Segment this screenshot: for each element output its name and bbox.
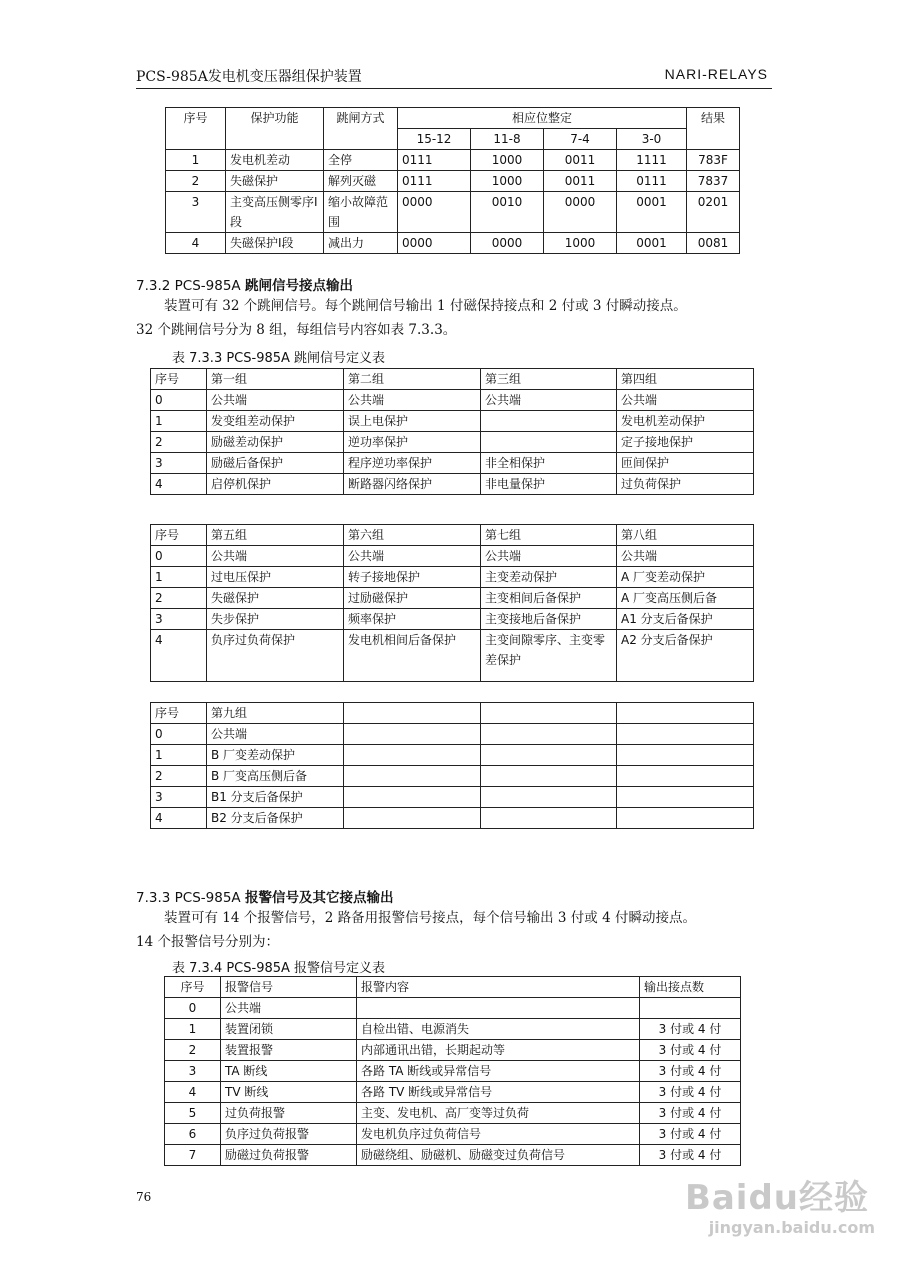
cell [344,745,481,766]
cell: 解列灭磁 [324,171,398,192]
th-bits: 11-8 [471,129,544,150]
para-line: 装置可有 32 个跳闸信号。每个跳闸信号输出 1 付磁保持接点和 2 付或 3 付瞬动接点。 [164,298,687,314]
section-heading-733 [136,886,393,906]
header-cell: 第七组 [481,525,617,546]
th-bits: 15-12 [398,129,471,150]
cell: 0 [151,724,207,745]
th-bits: 7-4 [544,129,617,150]
cell: 6 [165,1124,221,1145]
cell: 公共端 [207,390,344,411]
header-cell: 序号 [151,369,207,390]
cell [344,766,481,787]
cell: 4 [166,233,226,254]
cell: B 厂变高压侧后备 [207,766,344,787]
cell: 1 [151,567,207,588]
table-header-row [151,525,754,546]
table-row [166,192,740,233]
header-cell: 序号 [165,977,221,998]
header-cell: 第五组 [207,525,344,546]
header-cell [617,703,754,724]
cell: 主变差动保护 [481,567,617,588]
cell: 1 [151,745,207,766]
cell [344,787,481,808]
cell: 1111 [617,150,687,171]
section-number: 7.3.2 PCS-985A [136,278,245,294]
watermark-logo: Baidu经验 [684,1178,869,1218]
cell: 程序逆功率保护 [344,453,481,474]
cell: 0000 [544,192,617,233]
cell: 3 [151,609,207,630]
cell: B 厂变差动保护 [207,745,344,766]
cell: 主变高压侧零序Ⅰ段 [226,192,324,233]
table-row [166,150,740,171]
header-title: PCS-985A发电机变压器组保护装置 [136,69,362,85]
cell: 3 付或 4 付 [640,1082,741,1103]
th-no: 序号 [166,108,226,150]
cell: 公共端 [481,546,617,567]
trip-table-groups-5-8 [150,524,754,682]
cell [481,724,617,745]
cell: 转子接地保护 [344,567,481,588]
cell: 2 [165,1040,221,1061]
cell [481,411,617,432]
header-cell: 第三组 [481,369,617,390]
cell: 3 付或 4 付 [640,1061,741,1082]
cell: 主变、发电机、高厂变等过负荷 [357,1103,640,1124]
cell: 主变接地后备保护 [481,609,617,630]
trip-table-groups-1-4 [150,368,754,495]
setting-table [165,107,740,254]
table-row [151,432,754,453]
cell: B2 分支后备保护 [207,808,344,829]
cell: 励磁后备保护 [207,453,344,474]
para-line: 32 个跳闸信号分为 8 组，每组信号内容如表 7.3.3。 [136,322,457,338]
cell: 减出力 [324,233,398,254]
table-row [165,998,741,1019]
cell: 4 [151,474,207,495]
table-row [151,724,754,745]
cell: 3 付或 4 付 [640,1040,741,1061]
cell: 匝间保护 [617,453,754,474]
table-row [151,588,754,609]
cell [481,766,617,787]
cell: 3 付或 4 付 [640,1103,741,1124]
cell: 0000 [398,192,471,233]
header-cell: 报警内容 [357,977,640,998]
th-phase: 相应位整定 [398,108,687,129]
cell: 励磁过负荷报警 [221,1145,357,1166]
cell: 全停 [324,150,398,171]
cell: 过电压保护 [207,567,344,588]
cell: 3 付或 4 付 [640,1019,741,1040]
header-cell: 第二组 [344,369,481,390]
cell: A2 分支后备保护 [617,630,754,682]
cell [617,787,754,808]
page-number: 76 [136,1190,152,1204]
cell [344,808,481,829]
th-result: 结果 [687,108,740,150]
cell: 频率保护 [344,609,481,630]
cell: 主变相间后备保护 [481,588,617,609]
table-row [151,766,754,787]
table-row [151,390,754,411]
cell: 装置闭锁 [221,1019,357,1040]
cell: 0111 [398,150,471,171]
cell: 1 [166,150,226,171]
cell: TA 断线 [221,1061,357,1082]
para-line: 14 个报警信号分别为： [136,934,279,950]
cell: 4 [151,808,207,829]
cell: 失磁保护Ⅰ段 [226,233,324,254]
cell: 0000 [398,233,471,254]
cell: 1000 [471,171,544,192]
cell: 公共端 [617,390,754,411]
paragraph-733 [136,906,786,954]
header-cell: 序号 [151,703,207,724]
table-row [151,745,754,766]
cell: 公共端 [207,546,344,567]
cell [617,745,754,766]
cell: 0001 [617,233,687,254]
cell: 各路 TA 断线或异常信号 [357,1061,640,1082]
cell: 过负荷报警 [221,1103,357,1124]
cell: 非全相保护 [481,453,617,474]
cell: 公共端 [344,390,481,411]
table-caption-734: 表 7.3.4 PCS-985A 报警信号定义表 [172,961,386,976]
cell: 5 [165,1103,221,1124]
cell [481,808,617,829]
cell [481,745,617,766]
th-func: 保护功能 [226,108,324,150]
header-cell: 第八组 [617,525,754,546]
cell: 过励磁保护 [344,588,481,609]
cell: 装置报警 [221,1040,357,1061]
cell: TV 断线 [221,1082,357,1103]
cell: 2 [151,432,207,453]
header-cell: 第九组 [207,703,344,724]
cell: 失步保护 [207,609,344,630]
table-row [151,411,754,432]
cell: 0011 [544,150,617,171]
cell: 内部通讯出错，长期起动等 [357,1040,640,1061]
header-cell: 第四组 [617,369,754,390]
cell: 3 付或 4 付 [640,1124,741,1145]
cell: 2 [151,766,207,787]
cell: 4 [151,630,207,682]
table-row [151,787,754,808]
cell: 发电机负序过负荷信号 [357,1124,640,1145]
table-caption-733: 表 7.3.3 PCS-985A 跳闸信号定义表 [172,351,386,366]
cell: 励磁绕组、励磁机、励磁变过负荷信号 [357,1145,640,1166]
table-row [151,609,754,630]
header-cell [481,703,617,724]
cell: 3 [166,192,226,233]
cell [344,724,481,745]
cell: 失磁保护 [207,588,344,609]
cell: 3 [165,1061,221,1082]
table-row [165,1082,741,1103]
cell: 励磁差动保护 [207,432,344,453]
cell: B1 分支后备保护 [207,787,344,808]
cell: 自检出错、电源消失 [357,1019,640,1040]
cell: 0001 [617,192,687,233]
cell: 主变间隙零序、主变零差保护 [481,630,617,682]
table-header-row [165,977,741,998]
table-row [165,1040,741,1061]
alarm-table [164,976,741,1166]
table-row [151,567,754,588]
cell: 3 [151,453,207,474]
header-cell [344,703,481,724]
cell [617,724,754,745]
cell [481,432,617,453]
cell: 2 [151,588,207,609]
cell: 0201 [687,192,740,233]
paragraph-732 [136,294,786,342]
cell: A 厂变高压侧后备 [617,588,754,609]
cell: 缩小故障范围 [324,192,398,233]
cell: 公共端 [207,724,344,745]
table-header-row [151,369,754,390]
trip-table-group-9 [150,702,754,829]
cell [617,766,754,787]
cell: A 厂变差动保护 [617,567,754,588]
cell: 0111 [398,171,471,192]
cell: 非电量保护 [481,474,617,495]
header-cell: 输出接点数 [640,977,741,998]
cell: 0010 [471,192,544,233]
th-bits: 3-0 [617,129,687,150]
header-cell: 报警信号 [221,977,357,998]
table-row [151,546,754,567]
table-row [166,171,740,192]
section-number: 7.3.3 PCS-985A [136,890,245,906]
table-row [151,453,754,474]
cell: 发变组差动保护 [207,411,344,432]
cell: 失磁保护 [226,171,324,192]
cell: 过负荷保护 [617,474,754,495]
table-row [165,1124,741,1145]
cell: 7837 [687,171,740,192]
cell [481,787,617,808]
cell: 0000 [471,233,544,254]
watermark [645,1170,885,1260]
cell: 0 [165,998,221,1019]
cell: 783F [687,150,740,171]
cell: 启停机保护 [207,474,344,495]
cell: 逆功率保护 [344,432,481,453]
cell: A1 分支后备保护 [617,609,754,630]
table-row [151,474,754,495]
cell: 1000 [544,233,617,254]
cell: 公共端 [344,546,481,567]
cell [617,808,754,829]
cell: 1 [151,411,207,432]
table-row [165,1019,741,1040]
cell: 公共端 [617,546,754,567]
header-cell: 第六组 [344,525,481,546]
para-line: 装置可有 14 个报警信号，2 路备用报警信号接点，每个信号输出 3 付或 4 付瞬动接点。 [164,910,696,926]
cell: 4 [165,1082,221,1103]
table-row [151,630,754,682]
header-brand: NARI-RELAYS [664,66,768,82]
table-row [165,1061,741,1082]
section-heading-732 [136,274,353,294]
cell: 误上电保护 [344,411,481,432]
table-row [166,233,740,254]
cell: 公共端 [221,998,357,1019]
cell: 3 [151,787,207,808]
table-header-row [151,703,754,724]
th-trip: 跳闸方式 [324,108,398,150]
cell: 发电机差动 [226,150,324,171]
cell: 负序过负荷保护 [207,630,344,682]
cell: 发电机相间后备保护 [344,630,481,682]
cell: 3 付或 4 付 [640,1145,741,1166]
header-cell: 第一组 [207,369,344,390]
cell: 0 [151,546,207,567]
header-cell: 序号 [151,525,207,546]
cell: 1 [165,1019,221,1040]
cell: 0111 [617,171,687,192]
page-header [136,58,772,89]
table-row [151,808,754,829]
cell: 2 [166,171,226,192]
cell: 0 [151,390,207,411]
cell: 各路 TV 断线或异常信号 [357,1082,640,1103]
cell [640,998,741,1019]
table-row [165,1103,741,1124]
watermark-url: jingyan.baidu.com [708,1218,875,1237]
cell: 定子接地保护 [617,432,754,453]
cell: 0011 [544,171,617,192]
cell: 0081 [687,233,740,254]
section-title: 跳闸信号接点输出 [244,278,353,294]
cell: 断路器闪络保护 [344,474,481,495]
cell: 发电机差动保护 [617,411,754,432]
cell: 7 [165,1145,221,1166]
cell: 1000 [471,150,544,171]
section-title: 报警信号及其它接点输出 [244,890,394,906]
cell: 负序过负荷报警 [221,1124,357,1145]
cell [357,998,640,1019]
cell: 公共端 [481,390,617,411]
table-row [165,1145,741,1166]
